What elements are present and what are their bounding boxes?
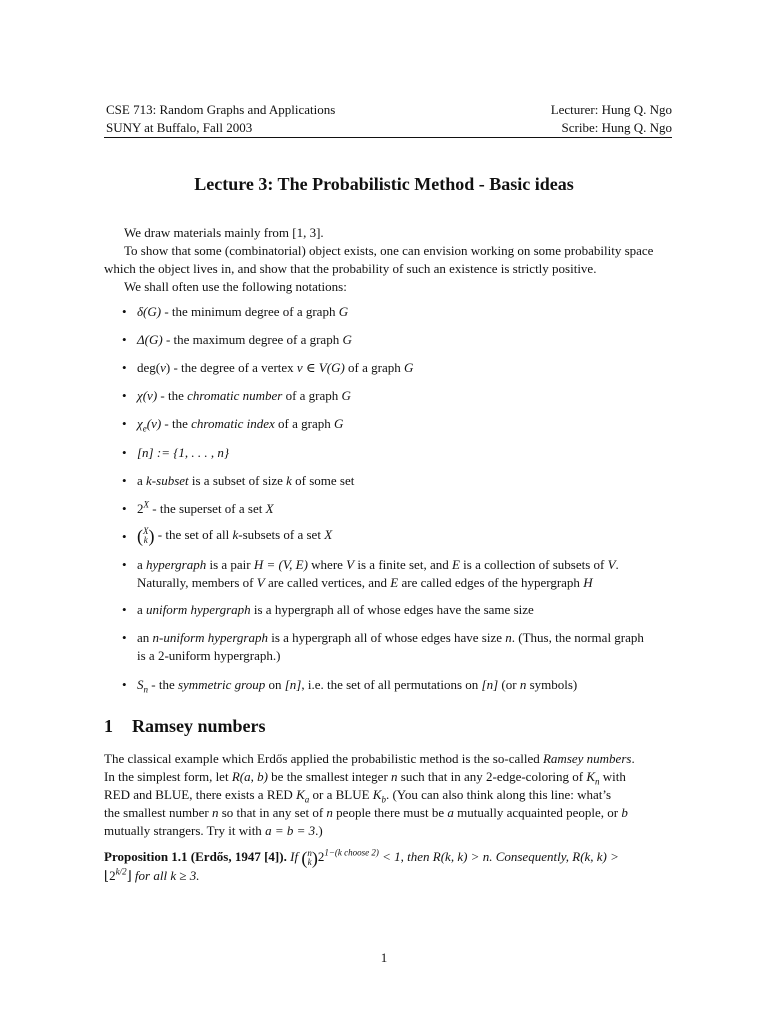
section-number: 1 — [104, 716, 113, 736]
binomial: ( X k ) — [137, 526, 155, 547]
bullet: • — [122, 360, 127, 375]
bullet: • — [122, 445, 127, 460]
notation-n-uniform-hypergraph: an n-uniform hypergraph is a hypergraph all of whose edges have size n. (Thus, the normal graph is a 2-uniform hypergraph.) — [137, 630, 644, 663]
bullet: • — [122, 677, 127, 692]
proposition-label: Proposition 1.1 (Erdős, 1947 [4]). — [104, 849, 287, 864]
intro-paragraph — [104, 224, 672, 296]
binomial: ( n k ) — [301, 848, 318, 869]
bullet: • — [122, 501, 127, 516]
notation-power-set: $2^X$ - the superset of a set X — [137, 499, 274, 516]
bullet: • — [122, 529, 127, 544]
proposition: Proposition 1.1 (Erdős, 1947 [4]). If ( n k ) $2^{1-(k choose 2)} < 1$, then R(k, k) > n. Consequently, R(k, k) > $⌊2^{k/2}⌋$ for all k ≥ 3. — [104, 847, 619, 884]
course-term: SUNY at Buffalo, Fall 2003 — [106, 120, 253, 135]
section-heading — [104, 715, 266, 737]
bullet: • — [122, 602, 127, 617]
page-number: 1 — [380, 950, 388, 965]
bullet: • — [122, 557, 127, 572]
bullet: • — [122, 332, 127, 347]
section-title: Ramsey numbers — [132, 716, 266, 736]
scribe: Scribe: Hung Q. Ngo — [561, 120, 672, 135]
notation-k-subset: a k-subset is a subset of size k of some set — [137, 473, 355, 488]
intro-line-2: To show that some (combinatorial) object exists, one can envision working on some probability space — [124, 243, 654, 258]
intro-line-4: We shall often use the following notations: — [124, 279, 347, 294]
staff-header — [551, 101, 672, 137]
notation-min-degree: δ(G) - the minimum degree of a graph G — [137, 304, 349, 319]
notation-symmetric-group: $S_n$ - the symmetric group on [n], i.e. the set of all permutations on [n] (or n symbols) — [137, 677, 578, 695]
bullet: • — [122, 473, 127, 488]
notation-max-degree: Δ(G) - the maximum degree of a graph G — [137, 332, 352, 347]
intro-line-1: We draw materials mainly from [1, 3]. — [124, 225, 324, 240]
notation-uniform-hypergraph: a uniform hypergraph is a hypergraph all of whose edges have the same size — [137, 602, 534, 617]
notation-k-subsets: ( X k ) - the set of all k-subsets of a set X — [137, 526, 333, 547]
notation-vertex-degree: deg(v) - the degree of a vertex v ∈ V(G) of a graph G — [137, 360, 414, 375]
lecture-title: Lecture 3: The Probabilistic Method - Basic ideas — [194, 174, 574, 194]
notation-chromatic-index: $\chi_e(v)$ - the chromatic index of a graph G — [137, 416, 344, 434]
course-header — [106, 101, 335, 137]
lecturer: Lecturer: Hung Q. Ngo — [550, 102, 672, 117]
bullet: • — [122, 304, 127, 319]
course-title: CSE 713: Random Graphs and Applications — [106, 102, 336, 117]
notation-hypergraph: a hypergraph is a pair H = (V, E) where V is a finite set, and E is a collection of subsets of V. Naturally, members of V are called vertices, and E are called edges of the hypergraph H — [137, 557, 619, 590]
bullet: • — [122, 630, 127, 645]
notation-range: [n] := {1, . . . , n} — [137, 445, 230, 460]
ramsey-paragraph: The classical example which Erdős applied the probabilistic method is the so-called Ramsey numbers. In the simplest form, let R(a, b) be the smallest integer n such that in any 2-edge-coloring of $K_n$ with RED and BLUE, there exists a RED $K_a$ or a BLUE $K_b$. (You can also think along this line: what’s the smallest number n so that in any set of n people there must be a mutually acquainted people, or b mutually strangers. Try it with a = b = 3.) — [104, 751, 635, 838]
bullet: • — [122, 416, 127, 431]
notation-chromatic-number: χ(v) - the chromatic number of a graph G — [137, 388, 351, 403]
intro-line-3: which the object lives in, and show that the probability of such an existence is strictly positive. — [104, 261, 597, 276]
bullet: • — [122, 388, 127, 403]
header-rule — [104, 137, 672, 138]
